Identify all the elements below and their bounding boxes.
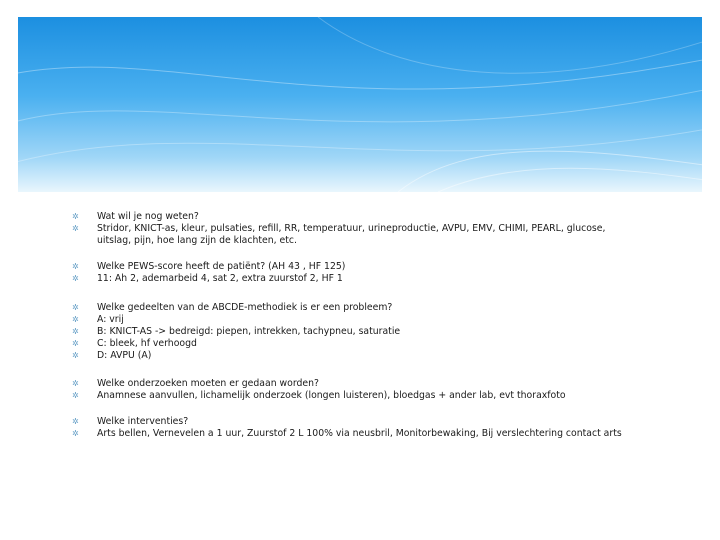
bullet-group: [72, 302, 632, 362]
list-item-text: Stridor, KNICT-as, kleur, pulsaties, refill, RR, temperatuur, urineproductie, AVPU, EMV, CHIMI, PEARL, glucose, uitslag, pijn, hoe lang zijn de klachten, etc.: [97, 223, 606, 246]
list-item: [72, 350, 632, 362]
list-item: [72, 338, 632, 350]
bullet-list: [72, 211, 632, 454]
list-item: [72, 314, 632, 326]
bullet-star-icon: ✲: [72, 339, 79, 348]
list-item-text: A: vrij: [97, 314, 124, 325]
list-item-text: B: KNICT-AS -> bedreigd: piepen, intrekken, tachypneu, saturatie: [97, 326, 401, 337]
bullet-star-icon: ✲: [72, 274, 79, 283]
list-item-text: Anamnese aanvullen, lichamelijk onderzoek (longen luisteren), bloedgas + ander lab, evt thoraxfoto: [97, 390, 566, 401]
list-item: [72, 326, 632, 338]
bullet-star-icon: ✲: [72, 212, 79, 221]
bullet-group: [72, 378, 632, 402]
list-item: [72, 261, 632, 273]
list-item: [72, 390, 632, 402]
list-item-text: Welke PEWS-score heeft de patiënt? (AH 43 , HF 125): [97, 261, 346, 272]
bullet-group: [72, 261, 632, 285]
list-item-text: D: AVPU (A): [97, 350, 152, 361]
list-item-text: Wat wil je nog weten?: [97, 211, 199, 222]
bullet-star-icon: ✲: [72, 327, 79, 336]
list-item-text: Arts bellen, Vernevelen a 1 uur, Zuurstof 2 L 100% via neusbril, Monitorbewaking, Bij verslechtering contact arts: [97, 428, 622, 439]
list-item: [72, 223, 632, 247]
list-item-text: 11: Ah 2, ademarbeid 4, sat 2, extra zuurstof 2, HF 1: [97, 273, 343, 284]
bullet-star-icon: ✲: [72, 315, 79, 324]
bullet-star-icon: ✲: [72, 303, 79, 312]
list-item: [72, 378, 632, 390]
banner-wave-decoration: [18, 17, 702, 192]
bullet-star-icon: ✲: [72, 391, 79, 400]
list-item: [72, 211, 632, 223]
bullet-group: [72, 416, 632, 440]
list-item-text: Welke interventies?: [97, 416, 189, 427]
header-banner: [18, 17, 702, 192]
list-item: [72, 416, 632, 428]
bullet-group: [72, 211, 632, 247]
bullet-star-icon: ✲: [72, 379, 79, 388]
list-item-text: Welke onderzoeken moeten er gedaan worden?: [97, 378, 319, 389]
list-item: [72, 428, 632, 440]
list-item-text: Welke gedeelten van de ABCDE-methodiek is er een probleem?: [97, 302, 393, 313]
bullet-star-icon: ✲: [72, 417, 79, 426]
bullet-star-icon: ✲: [72, 351, 79, 360]
list-item-text: C: bleek, hf verhoogd: [97, 338, 197, 349]
bullet-star-icon: ✲: [72, 224, 79, 233]
bullet-star-icon: ✲: [72, 262, 79, 271]
list-item: [72, 302, 632, 314]
list-item: [72, 273, 632, 285]
bullet-star-icon: ✲: [72, 429, 79, 438]
